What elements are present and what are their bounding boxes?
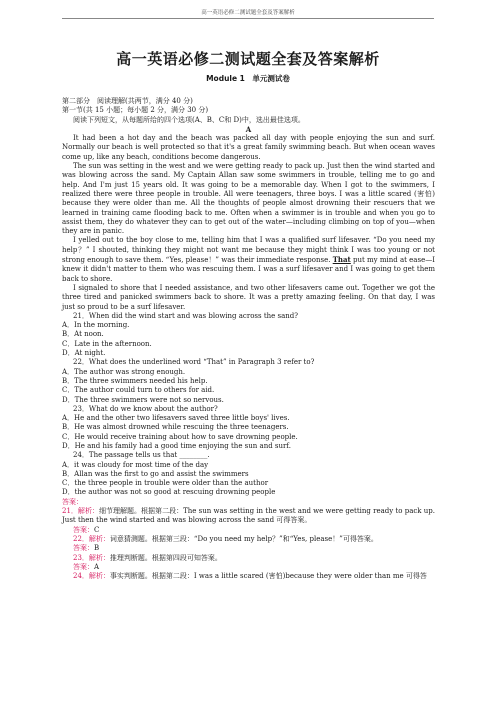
analysis-22	[62, 535, 435, 544]
analysis-label: 24．解析：	[73, 572, 110, 581]
passage-label: A	[245, 124, 252, 134]
question-stem: 24．The passage tells us that ________.	[73, 451, 210, 460]
question-21	[62, 312, 435, 358]
answer-value: C	[94, 525, 100, 534]
document-body	[62, 97, 435, 581]
option-c: C．Late in the afternoon.	[62, 339, 152, 348]
section-sub: 第一节(共 15 小题；每小题 2 分，满分 30 分)	[62, 106, 209, 115]
answer-23	[62, 563, 435, 572]
question-stem: 23．What do we know about the author?	[73, 404, 218, 413]
passage-paragraph-2: The sun was setting in the west and we were getting ready to pack up. Just then the wind started and was blowing across the sand. My Captain Allan saw some swimmers in trouble, telling me to go and help. And I'm just 15 years old. It was going to be a memorable day. When I got to the swimmers, I realized there were three people in trouble. All were teenagers, three boys. I was a little scared (害怕) because they were older than me. All the thoughts of people almost drowning their rescuers that we learned in training came flooding back to me. Often when a swimmer is in trouble and when you go to assist them, they do whatever they can to get out of the water—including climbing on top of you—when they are in panic.	[62, 162, 435, 236]
underlined-word: That	[332, 255, 351, 265]
option-a: A．it was cloudy for most time of the day	[62, 460, 209, 469]
analysis-label: 21．解析：	[62, 507, 99, 516]
option-a: A．The author was strong enough.	[62, 367, 186, 376]
section-part: 第二部分 阅读理解(共两节，满分 40 分)	[62, 97, 193, 105]
document-title: 高一英语必修二测试题全套及答案解析	[116, 50, 380, 68]
answer-label: 答案：	[73, 525, 94, 534]
question-stem: 21．When did the wind start and was blowing across the sand?	[73, 311, 299, 320]
option-c: C．The author could turn to others for aid.	[62, 386, 215, 395]
option-d: D．The three swimmers were not so nervous.	[62, 395, 224, 404]
answer-section	[62, 498, 435, 582]
option-b: B．He was almost drowned while rescuing the three teenagers.	[62, 423, 289, 432]
answer-label: 答案：	[73, 544, 94, 553]
passage-paragraph-4: I signaled to shore that I needed assistance, and two other lifesavers came out. Together we got the three tired and panicked swimmers back to shore. It was a pretty amazing feeling. On that day, I was just so proud to be a surf lifesaver.	[62, 283, 435, 311]
paragraph-3-end: put my mind at ease—I knew it didn't matter to them who was rescuing them. I was a surf lifesaver and I was going to get them back to shore.	[62, 256, 435, 283]
answer-22	[62, 544, 435, 553]
analysis-23	[62, 554, 435, 563]
analysis-label: 22．解析：	[73, 534, 110, 543]
question-23	[62, 405, 435, 451]
page-header: 高一英语必修二测试题全套及答案解析	[62, 8, 434, 19]
analysis-text: 词意猜测题。根据第三段：“Do you need my help？”和“Yes, please！”可得答案。	[109, 534, 378, 543]
answer-value: A	[94, 562, 100, 571]
passage-paragraph-3	[62, 236, 435, 283]
option-d: D．the author was not so good at rescuing drowning people	[62, 488, 276, 497]
option-a: A．In the morning.	[62, 321, 130, 330]
document-subtitle: Module 1 单元测试卷	[206, 74, 290, 83]
section-instruction: 阅读下列短文，从每题所给的四个选项(A、B、C和 D)中，选出最佳选项。	[73, 115, 305, 124]
answer-label: 答案：	[73, 562, 94, 571]
option-d: D．At night.	[62, 349, 106, 358]
option-b: B．Allan was the first to go and assist the swimmers	[62, 469, 249, 478]
answer-value: B	[94, 544, 100, 553]
analysis-label: 23．解析：	[73, 553, 110, 562]
option-b: B．The three swimmers needed his help.	[62, 376, 208, 385]
analysis-text: 事实判断题。根据第二段：I was a little scared (害怕)because they were older than me 可得答	[109, 572, 427, 581]
option-b: B．At noon.	[62, 330, 104, 339]
paragraph-3-start: I yelled out to the boy close to me, telling him that I was a qualified surf lifesaver. “Do you need my help？” I shouted, thinking they might not want me because they might think I was too young or not strong enough to save them. “Yes, please！” was their immediate response.	[62, 236, 435, 265]
analysis-24	[62, 572, 435, 581]
analysis-text: 推理判断题。根据第四段可知答案。	[109, 553, 222, 562]
option-a: A．He and the other two lifesavers saved three little boys' lives.	[62, 414, 290, 423]
analysis-21	[62, 507, 435, 526]
question-24	[62, 451, 435, 497]
question-stem: 22．What does the underlined word “That” in Paragraph 3 refer to?	[73, 358, 315, 367]
answers-heading: 答案：	[62, 497, 83, 506]
analysis-text: 细节理解题。根据第二段：The sun was setting in the west and we were getting ready to pack up. Just then the wind started and was blowing across the sand 可得答案。	[62, 507, 435, 525]
question-22	[62, 358, 435, 404]
answer-21	[62, 526, 435, 535]
option-c: C．He would receive training about how to save drowning people.	[62, 432, 298, 441]
option-c: C．the three people in trouble were older than the author	[62, 479, 269, 488]
option-d: D．He and his family had a good time enjoying the sun and surf.	[62, 441, 291, 450]
passage-paragraph-1: It had been a hot day and the beach was packed all day with people enjoying the sun and surf. Normally our beach is well protected so that it's a great family swimming beach. But when ocean waves come up, like any beach, conditions become dangerous.	[62, 134, 435, 161]
